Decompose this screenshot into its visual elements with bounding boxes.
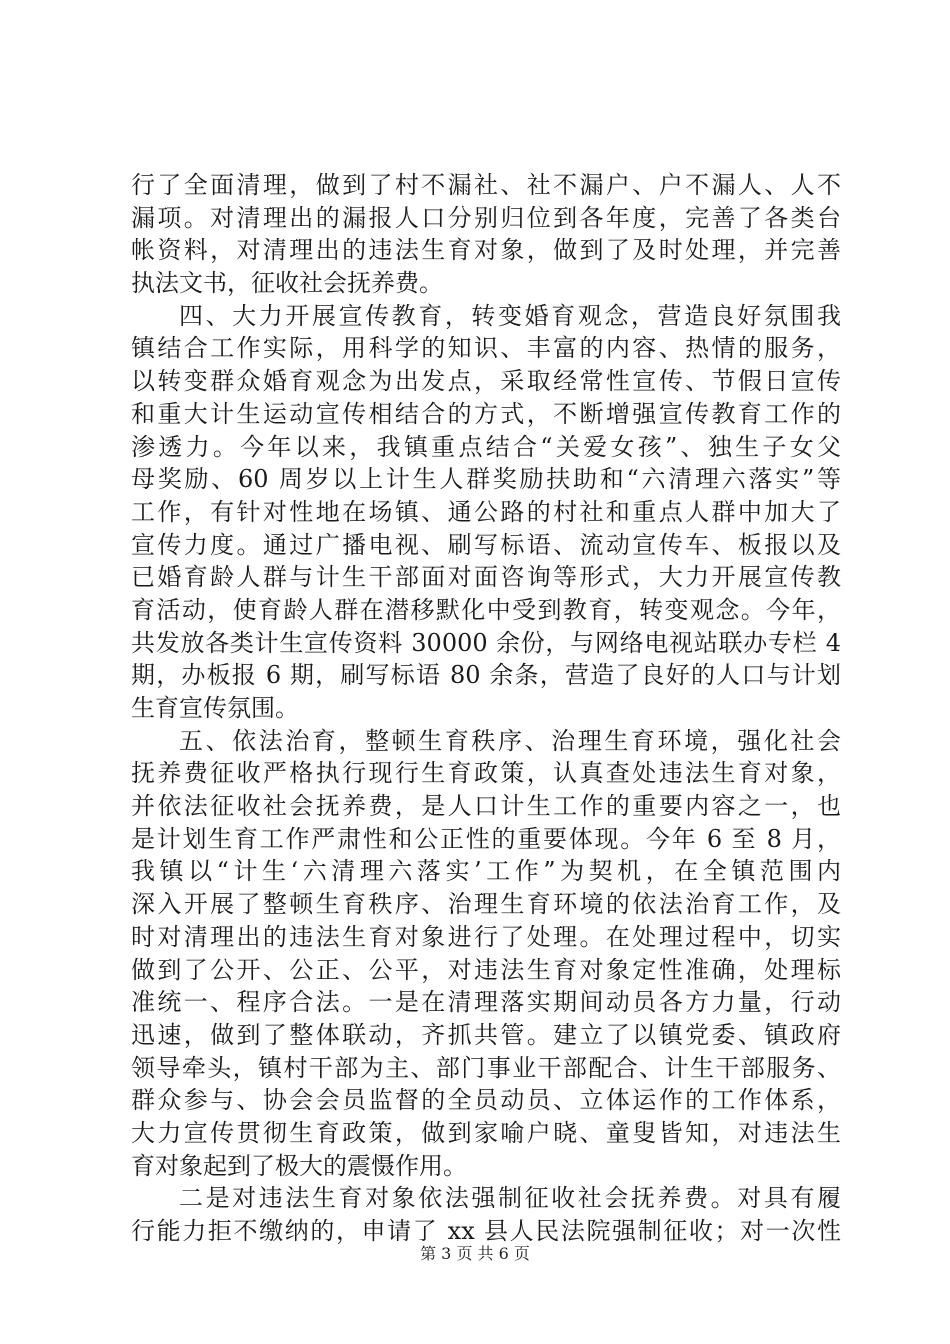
page-number-footer: 第 3 页 共 6 页 xyxy=(420,1244,530,1263)
text-line: 并依法征收社会抚养费，是人口计生工作的重要内容之一，也 xyxy=(131,792,841,821)
text-line: 行了全面清理，做到了村不漏社、社不漏户、户不漏人、人不 xyxy=(131,171,841,199)
text-line: 育对象起到了极大的震慑作用。 xyxy=(131,1151,467,1180)
text-line: 镇结合工作实际，用科学的知识、丰富的内容、热情的服务， xyxy=(131,334,841,363)
section-heading-line: 五、依法治育，整顿生育秩序、治理生育环境，强化社会 xyxy=(179,726,841,755)
text-line: 共发放各类计生宣传资料 30000 余份，与网络电视站联办专栏 4 xyxy=(131,628,841,657)
text-line: 和重大计生运动宣传相结合的方式，不断增强宣传教育工作的 xyxy=(131,399,841,428)
section-heading-line: 四、大力开展宣传教育，转变婚育观念，营造良好氛围我 xyxy=(179,301,841,330)
text-line: 群众参与、协会会员监督的全员动员、立体运作的工作体系， xyxy=(131,1086,841,1115)
text-line: 深入开展了整顿生育秩序、治理生育环境的依法治育工作，及 xyxy=(131,890,841,919)
text-line: 帐资料，对清理出的违法生育对象，做到了及时处理，并完善 xyxy=(131,236,841,265)
text-line: 已婚育龄人群与计生干部面对面咨询等形式，大力开展宣传教 xyxy=(131,563,841,592)
text-line: 母奖励、60 周岁以上计生人群奖励扶助和“六清理六落实”等 xyxy=(131,465,841,494)
text-line: 行能力拒不缴纳的，申请了 xx 县人民法院强制征收；对一次性 xyxy=(131,1217,841,1245)
text-line: 工作，有针对性地在场镇、通公路的村社和重点人群中加大了 xyxy=(131,497,841,526)
text-line: 准统一、程序合法。一是在清理落实期间动员各方力量，行动 xyxy=(131,988,841,1017)
text-line: 领导牵头，镇村干部为主、部门事业干部配合、计生干部服务、 xyxy=(131,1053,841,1082)
text-line: 期，办板报 6 期，刷写标语 80 余条，营造了良好的人口与计划 xyxy=(131,661,841,690)
text-line: 做到了公开、公正、公平，对违法生育对象定性准确，处理标 xyxy=(131,955,841,984)
text-line: 渗透力。今年以来，我镇重点结合“关爱女孩”、独生子女父 xyxy=(131,432,841,461)
text-line: 宣传力度。通过广播电视、刷写标语、流动宣传车、板报以及 xyxy=(131,530,841,559)
text-line: 大力宣传贯彻生育政策，做到家喻户晓、童叟皆知，对违法生 xyxy=(131,1118,841,1147)
text-line: 我镇以“计生‘六清理六落实’工作”为契机，在全镇范围内 xyxy=(131,857,841,886)
text-line: 抚养费征收严格执行现行生育政策，认真查处违法生育对象， xyxy=(131,759,841,788)
text-line: 迅速，做到了整体联动，齐抓共管。建立了以镇党委、镇政府 xyxy=(131,1020,841,1049)
text-line: 是计划生育工作严肃性和公正性的重要体现。今年 6 至 8 月， xyxy=(131,824,841,853)
text-line: 育活动，使育龄人群在潜移默化中受到教育，转变观念。今年， xyxy=(131,595,841,624)
text-line: 执法文书，征收社会抚养费。 xyxy=(131,269,443,298)
text-line: 漏项。对清理出的漏报人口分别归位到各年度，完善了各类台 xyxy=(131,203,841,232)
text-line: 生育宣传氛围。 xyxy=(131,694,299,722)
paragraph-start-line: 二是对违法生育对象依法强制征收社会抚养费。对具有履 xyxy=(179,1184,841,1213)
text-line: 以转变群众婚育观念为出发点，采取经常性宣传、节假日宣传 xyxy=(131,367,841,396)
text-line: 时对清理出的违法生育对象进行了处理。在处理过程中，切实 xyxy=(131,922,841,951)
document-body xyxy=(131,169,841,1248)
